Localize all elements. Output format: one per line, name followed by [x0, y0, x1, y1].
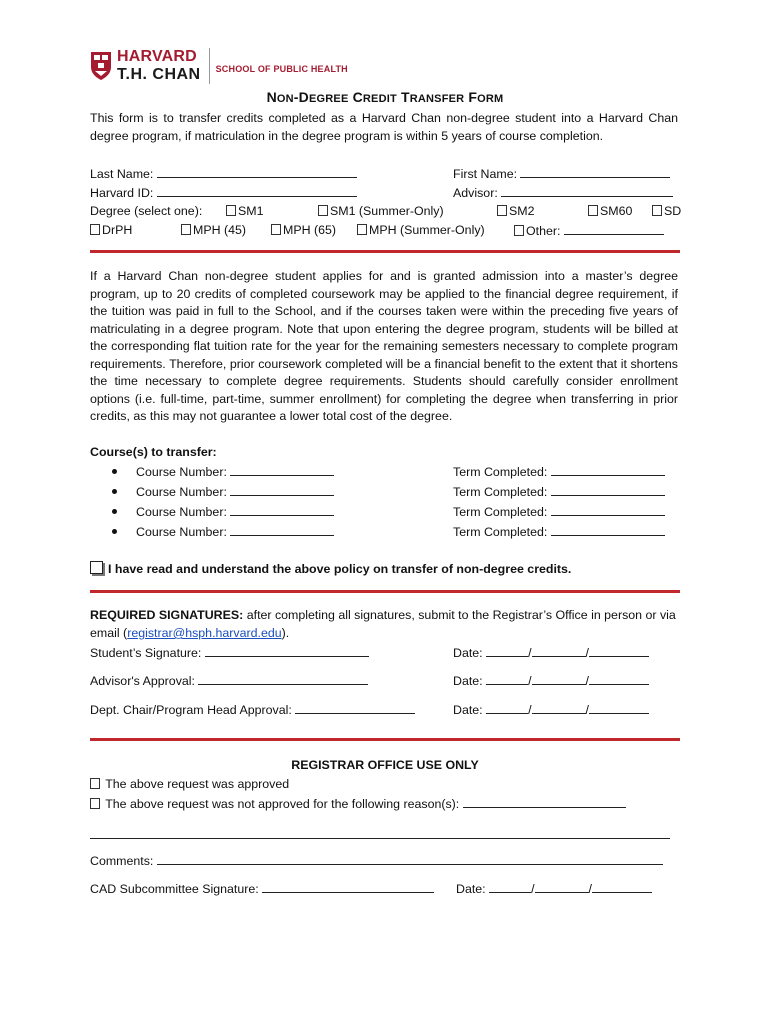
term-completed-field[interactable] [551, 523, 665, 536]
cad-signature-field[interactable] [262, 880, 434, 893]
date-row: Date: / / [453, 701, 649, 720]
last-name-row [90, 165, 357, 184]
date-year-field[interactable] [589, 644, 649, 657]
degree-option-sm2[interactable]: SM2 [497, 203, 534, 221]
degree-option-sm1[interactable]: SM1 [226, 203, 263, 221]
date-year-field[interactable] [592, 880, 652, 893]
bullet-icon [112, 509, 117, 514]
section-divider [90, 590, 680, 593]
bullet-icon [112, 469, 117, 474]
student-signature-field[interactable] [205, 644, 369, 657]
form-title: NON-DEGREE CREDIT TRANSFER FORM [266, 89, 504, 105]
checkbox-icon[interactable] [652, 205, 662, 216]
advisor-field[interactable] [501, 184, 673, 197]
date-day-field[interactable] [532, 672, 586, 685]
logo-harvard-text: HARVARD [117, 48, 197, 65]
student-signature-row: Student’s Signature: [90, 644, 369, 663]
reason-field-line[interactable] [90, 838, 670, 839]
advisor-approval-row: Advisor's Approval: [90, 672, 368, 691]
checkbox-icon[interactable] [90, 224, 100, 235]
date-year-field[interactable] [589, 672, 649, 685]
date-row: Date: / / [453, 644, 649, 663]
list-item: Course Number: [112, 483, 334, 499]
logo-school-text: SCHOOL OF PUBLIC HEALTH [215, 64, 348, 74]
degree-option-other[interactable]: Other: [514, 222, 664, 241]
bullet-icon [112, 489, 117, 494]
signature-instructions: REQUIRED SIGNATURES: after completing all signatures, submit to the Registrar’s Office in person or via [90, 608, 676, 622]
chair-approval-field[interactable] [295, 701, 415, 714]
logo-chan-text: T.H. CHAN [117, 66, 201, 83]
list-item: Course Number: [112, 523, 334, 539]
date-day-field[interactable] [535, 880, 589, 893]
checkbox-icon[interactable] [181, 224, 191, 235]
checkbox-icon[interactable] [514, 225, 524, 236]
signature-instructions-2: email (registrar@hsph.harvard.edu). [90, 626, 290, 640]
reason-field[interactable] [463, 795, 626, 808]
checkbox-icon[interactable] [226, 205, 236, 216]
term-row: Term Completed: [453, 523, 665, 542]
section-divider [90, 250, 680, 253]
registrar-heading: REGISTRAR OFFICE USE ONLY [291, 758, 479, 772]
term-row: Term Completed: [453, 503, 665, 522]
comments-field[interactable] [157, 852, 663, 865]
list-item: Course Number: [112, 463, 334, 479]
date-year-field[interactable] [589, 701, 649, 714]
intro-text: This form is to transfer credits completed as a Harvard Chan non-degree student into a Harvard Chan degree program, if matriculation in the degree program is within 5 years of course completion. [90, 111, 678, 143]
courses-heading: Course(s) to transfer: [90, 445, 217, 459]
degree-option-mph45[interactable]: MPH (45) [181, 222, 246, 240]
course-number-field[interactable] [230, 463, 334, 476]
date-row: Date: / / [453, 672, 649, 691]
date-month-field[interactable] [486, 701, 528, 714]
advisor-row [453, 184, 673, 203]
checkbox-icon[interactable] [588, 205, 598, 216]
date-day-field[interactable] [532, 644, 586, 657]
term-completed-field[interactable] [551, 483, 665, 496]
harvard-id-label: Harvard ID: [90, 186, 154, 200]
harvard-id-row [90, 184, 357, 203]
date-row: Date: / / [456, 880, 652, 899]
term-row: Term Completed: [453, 463, 665, 482]
advisor-approval-field[interactable] [198, 672, 368, 685]
harvard-chan-logo [90, 46, 348, 86]
other-degree-field[interactable] [564, 222, 664, 235]
degree-option-mph-summer[interactable]: MPH (Summer-Only) [357, 222, 485, 240]
course-number-field[interactable] [230, 523, 334, 536]
not-approved-option[interactable]: The above request was not approved for the following reason(s): [90, 795, 626, 814]
degree-option-sm60[interactable]: SM60 [588, 203, 632, 221]
first-name-row [453, 165, 670, 184]
advisor-label: Advisor: [453, 186, 498, 200]
approved-option[interactable]: The above request was approved [90, 776, 289, 794]
term-row: Term Completed: [453, 483, 665, 502]
date-day-field[interactable] [532, 701, 586, 714]
acknowledge-checkbox-icon[interactable] [90, 561, 103, 574]
date-month-field[interactable] [489, 880, 531, 893]
course-number-field[interactable] [230, 483, 334, 496]
term-completed-field[interactable] [551, 463, 665, 476]
list-item: Course Number: [112, 503, 334, 519]
harvard-shield-icon [90, 51, 112, 81]
checkbox-icon[interactable] [318, 205, 328, 216]
term-completed-field[interactable] [551, 503, 665, 516]
harvard-id-field[interactable] [157, 184, 357, 197]
degree-label: Degree (select one): [90, 204, 203, 218]
degree-option-drph[interactable]: DrPH [90, 222, 132, 240]
section-divider [90, 738, 680, 741]
degree-option-mph65[interactable]: MPH (65) [271, 222, 336, 240]
checkbox-icon[interactable] [357, 224, 367, 235]
policy-text: If a Harvard Chan non-degree student applies for and is granted admission into a master’s degree program, up to 20 credits of completed coursework may be applied to the financial degree requirement, if the tuition was paid in full to the School, and if the courses taken were within the preceding five years of matriculating in a degree program. Note that upon entering the degree program, students will be billed at the corresponding flat tuition rate for the year for the remaining semesters necessary to complete program requirements. Therefore, prior coursework completed will be a financial benefit to the extent that it shortens the time necessary to complete degree requirements. Students should carefully consider enrollment options (i.e. full-time, part-time, summer enrollment) for completing the degree when transferring in prior credits, as this may not guarantee a lower total cost of the degree. [90, 269, 678, 423]
checkbox-icon[interactable] [497, 205, 507, 216]
first-name-label: First Name: [453, 167, 518, 181]
registrar-email-link[interactable]: registrar@hsph.harvard.edu [127, 626, 282, 640]
acknowledge-row[interactable] [90, 561, 571, 579]
date-month-field[interactable] [486, 672, 528, 685]
course-number-field[interactable] [230, 503, 334, 516]
first-name-field[interactable] [520, 165, 670, 178]
last-name-label: Last Name: [90, 167, 154, 181]
acknowledge-text: I have read and understand the above policy on transfer of non-degree credits. [108, 562, 572, 576]
degree-option-sd[interactable]: SD [652, 203, 681, 221]
chair-approval-row: Dept. Chair/Program Head Approval: [90, 701, 415, 720]
last-name-field[interactable] [157, 165, 357, 178]
checkbox-icon[interactable] [90, 798, 100, 809]
date-month-field[interactable] [486, 644, 528, 657]
bullet-icon [112, 529, 117, 534]
degree-option-sm1-summer[interactable]: SM1 (Summer-Only) [318, 203, 444, 221]
checkbox-icon[interactable] [271, 224, 281, 235]
logo-divider [209, 48, 210, 84]
cad-signature-row: CAD Subcommittee Signature: [90, 880, 434, 899]
comments-row: Comments: [90, 852, 663, 871]
checkbox-icon[interactable] [90, 778, 100, 789]
